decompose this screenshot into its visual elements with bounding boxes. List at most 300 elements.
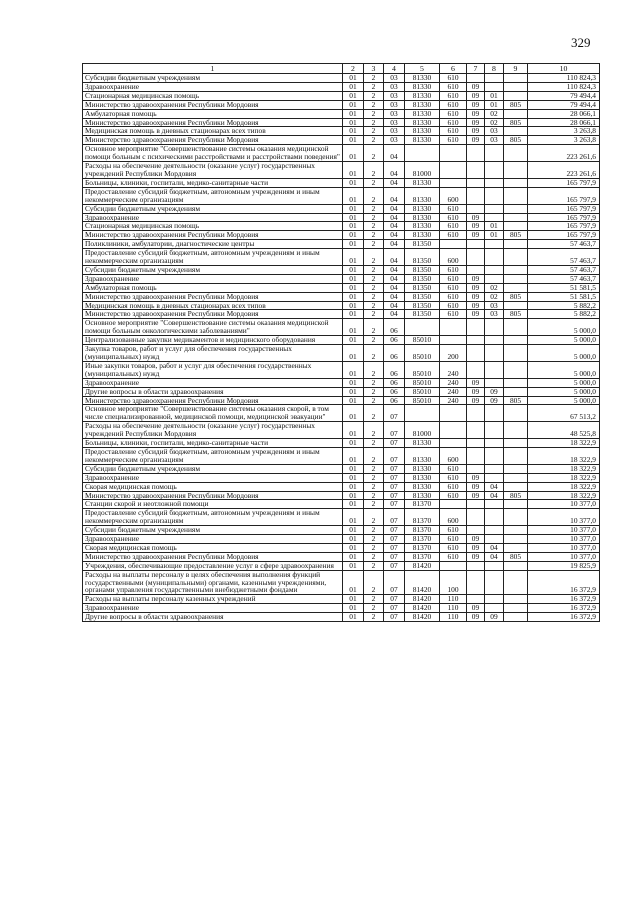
- code-target: 81350: [405, 301, 440, 310]
- code-target: 81330: [405, 464, 440, 473]
- row-name: Министерство здравоохранения Республики Мордовия: [83, 491, 343, 500]
- row-name: Министерство здравоохранения Республики Мордовия: [83, 100, 343, 109]
- row-name: Закупка товаров, работ и услуг для обеспечения государственных (муниципальных) нужд: [83, 345, 343, 362]
- code-expense-type: [440, 336, 467, 345]
- row-name: Министерство здравоохранения Республики Мордовия: [83, 310, 343, 319]
- code-section: 09: [467, 310, 485, 319]
- code-1: 01: [343, 222, 364, 231]
- code-1: 01: [343, 543, 364, 552]
- row-amount: 57 463,7: [528, 274, 600, 283]
- code-3: 06: [384, 319, 405, 336]
- code-target: [405, 145, 440, 162]
- code-section: [467, 500, 485, 509]
- table-row: [83, 178, 600, 187]
- code-subsection: [485, 422, 504, 439]
- code-1: 01: [343, 473, 364, 482]
- code-1: 01: [343, 231, 364, 240]
- row-name: Учреждения, обеспечивающие предоставление услуг в сфере здравоохранения: [83, 561, 343, 570]
- table-row: [83, 274, 600, 283]
- row-name: Министерство здравоохранения Республики Мордовия: [83, 118, 343, 127]
- code-expense-type: 610: [440, 74, 467, 83]
- code-target: 81370: [405, 526, 440, 535]
- table-row: [83, 345, 600, 362]
- code-1: 01: [343, 491, 364, 500]
- code-subsection: 09: [485, 387, 504, 396]
- code-ministry: [504, 204, 528, 213]
- code-expense-type: 100: [440, 570, 467, 595]
- code-expense-type: 110: [440, 595, 467, 604]
- code-subsection: [485, 447, 504, 464]
- code-1: 01: [343, 118, 364, 127]
- code-subsection: [485, 500, 504, 509]
- code-subsection: [485, 249, 504, 266]
- code-target: 81350: [405, 310, 440, 319]
- code-ministry: [504, 464, 528, 473]
- code-expense-type: [440, 561, 467, 570]
- code-2: 2: [364, 240, 384, 249]
- code-2: 2: [364, 543, 384, 552]
- row-amount: 5 000,0: [528, 336, 600, 345]
- table-row: [83, 473, 600, 482]
- code-3: 07: [384, 473, 405, 482]
- code-target: 81000: [405, 162, 440, 179]
- column-header: 9: [504, 64, 528, 74]
- code-target: 85010: [405, 378, 440, 387]
- code-ministry: [504, 378, 528, 387]
- code-2: 2: [364, 447, 384, 464]
- row-amount: 18 322,9: [528, 439, 600, 448]
- code-ministry: 805: [504, 310, 528, 319]
- code-section: [467, 422, 485, 439]
- row-name: Субсидии бюджетным учреждениям: [83, 204, 343, 213]
- code-section: [467, 249, 485, 266]
- code-3: 03: [384, 100, 405, 109]
- code-expense-type: 110: [440, 613, 467, 622]
- code-target: 81350: [405, 249, 440, 266]
- row-name: Другие вопросы в области здравоохранения: [83, 387, 343, 396]
- code-3: 03: [384, 118, 405, 127]
- code-subsection: [485, 145, 504, 162]
- row-amount: 10 377,0: [528, 543, 600, 552]
- code-subsection: 01: [485, 222, 504, 231]
- code-expense-type: 610: [440, 274, 467, 283]
- row-name: Субсидии бюджетным учреждениям: [83, 464, 343, 473]
- code-1: 01: [343, 361, 364, 378]
- code-section: 09: [467, 378, 485, 387]
- code-subsection: [485, 561, 504, 570]
- row-amount: 165 797,9: [528, 187, 600, 204]
- code-3: 07: [384, 613, 405, 622]
- code-section: [467, 204, 485, 213]
- code-target: 81330: [405, 74, 440, 83]
- code-target: 85010: [405, 345, 440, 362]
- code-1: 01: [343, 336, 364, 345]
- row-amount: 10 377,0: [528, 500, 600, 509]
- row-name: Министерство здравоохранения Республики Мордовия: [83, 231, 343, 240]
- row-amount: 51 581,5: [528, 292, 600, 301]
- code-expense-type: 600: [440, 187, 467, 204]
- table-row: [83, 74, 600, 83]
- code-expense-type: [440, 319, 467, 336]
- code-subsection: [485, 274, 504, 283]
- code-ministry: [504, 613, 528, 622]
- table-row: [83, 292, 600, 301]
- code-section: 09: [467, 283, 485, 292]
- row-amount: 3 263,8: [528, 136, 600, 145]
- table-row: [83, 361, 600, 378]
- code-2: 2: [364, 301, 384, 310]
- table-header-row: [83, 64, 600, 74]
- code-expense-type: 610: [440, 222, 467, 231]
- code-1: 01: [343, 310, 364, 319]
- code-2: 2: [364, 526, 384, 535]
- code-section: 09: [467, 292, 485, 301]
- code-2: 2: [364, 319, 384, 336]
- code-1: 01: [343, 561, 364, 570]
- code-3: 07: [384, 595, 405, 604]
- code-target: 85010: [405, 361, 440, 378]
- code-section: [467, 509, 485, 526]
- code-section: [467, 464, 485, 473]
- code-section: 09: [467, 213, 485, 222]
- code-2: 2: [364, 509, 384, 526]
- code-2: 2: [364, 204, 384, 213]
- code-subsection: [485, 526, 504, 535]
- code-3: 07: [384, 500, 405, 509]
- code-2: 2: [364, 482, 384, 491]
- code-target: 81370: [405, 535, 440, 544]
- code-3: 06: [384, 396, 405, 405]
- code-subsection: [485, 187, 504, 204]
- code-expense-type: 610: [440, 136, 467, 145]
- code-1: 01: [343, 535, 364, 544]
- code-expense-type: [440, 240, 467, 249]
- code-target: 81420: [405, 613, 440, 622]
- code-1: 01: [343, 509, 364, 526]
- code-section: 09: [467, 82, 485, 91]
- code-section: [467, 319, 485, 336]
- code-2: 2: [364, 361, 384, 378]
- code-subsection: [485, 319, 504, 336]
- code-expense-type: 610: [440, 204, 467, 213]
- row-name: Предоставление субсидий бюджетным, автономным учреждениям и иным некоммерческим организациям: [83, 249, 343, 266]
- code-2: 2: [364, 336, 384, 345]
- code-section: 09: [467, 231, 485, 240]
- code-expense-type: 610: [440, 109, 467, 118]
- code-expense-type: 600: [440, 249, 467, 266]
- code-expense-type: 610: [440, 292, 467, 301]
- code-1: 01: [343, 439, 364, 448]
- code-expense-type: 200: [440, 345, 467, 362]
- code-3: 04: [384, 204, 405, 213]
- code-1: 01: [343, 136, 364, 145]
- code-3: 03: [384, 74, 405, 83]
- code-ministry: [504, 526, 528, 535]
- row-amount: 48 525,8: [528, 422, 600, 439]
- code-3: 07: [384, 535, 405, 544]
- code-ministry: 805: [504, 552, 528, 561]
- row-amount: 165 797,9: [528, 204, 600, 213]
- code-3: 03: [384, 91, 405, 100]
- code-1: 01: [343, 265, 364, 274]
- row-amount: 16 372,9: [528, 595, 600, 604]
- code-3: 04: [384, 249, 405, 266]
- code-target: [405, 319, 440, 336]
- code-ministry: [504, 145, 528, 162]
- code-2: 2: [364, 464, 384, 473]
- code-3: 04: [384, 240, 405, 249]
- code-3: 04: [384, 145, 405, 162]
- table-row: [83, 422, 600, 439]
- row-amount: 10 377,0: [528, 526, 600, 535]
- code-2: 2: [364, 231, 384, 240]
- code-section: 09: [467, 491, 485, 500]
- code-1: 01: [343, 378, 364, 387]
- code-ministry: 805: [504, 292, 528, 301]
- code-1: 01: [343, 127, 364, 136]
- code-expense-type: [440, 145, 467, 162]
- code-ministry: [504, 274, 528, 283]
- row-amount: 5 000,0: [528, 319, 600, 336]
- row-name: Расходы на обеспечение деятельности (оказание услуг) государственных учреждений Республики Мордовия: [83, 422, 343, 439]
- code-subsection: [485, 361, 504, 378]
- code-3: 06: [384, 361, 405, 378]
- code-expense-type: [440, 422, 467, 439]
- code-3: 07: [384, 422, 405, 439]
- code-expense-type: 240: [440, 361, 467, 378]
- code-1: 01: [343, 387, 364, 396]
- table-row: [83, 109, 600, 118]
- code-ministry: 805: [504, 100, 528, 109]
- row-amount: 110 824,3: [528, 74, 600, 83]
- code-ministry: [504, 482, 528, 491]
- code-subsection: [485, 178, 504, 187]
- code-1: 01: [343, 526, 364, 535]
- row-name: Субсидии бюджетным учреждениям: [83, 265, 343, 274]
- code-2: 2: [364, 552, 384, 561]
- code-section: 09: [467, 91, 485, 100]
- row-name: Здравоохранение: [83, 274, 343, 283]
- code-target: 81330: [405, 178, 440, 187]
- code-subsection: 04: [485, 491, 504, 500]
- row-amount: 16 372,9: [528, 570, 600, 595]
- code-3: 04: [384, 310, 405, 319]
- code-1: 01: [343, 482, 364, 491]
- code-3: 04: [384, 213, 405, 222]
- code-1: 01: [343, 162, 364, 179]
- row-amount: 18 322,9: [528, 491, 600, 500]
- code-ministry: 805: [504, 136, 528, 145]
- code-target: 81330: [405, 213, 440, 222]
- code-subsection: 02: [485, 292, 504, 301]
- code-target: 81330: [405, 222, 440, 231]
- table-row: [83, 543, 600, 552]
- code-section: 09: [467, 535, 485, 544]
- code-subsection: 03: [485, 136, 504, 145]
- code-2: 2: [364, 570, 384, 595]
- code-3: 07: [384, 561, 405, 570]
- code-expense-type: 240: [440, 378, 467, 387]
- code-target: 81330: [405, 204, 440, 213]
- code-1: 01: [343, 100, 364, 109]
- row-name: Иные закупки товаров, работ и услуг для обеспечения государственных (муниципальных) нужд: [83, 361, 343, 378]
- code-ministry: [504, 265, 528, 274]
- code-2: 2: [364, 91, 384, 100]
- code-ministry: [504, 162, 528, 179]
- code-section: 09: [467, 543, 485, 552]
- table-row: [83, 387, 600, 396]
- code-ministry: [504, 509, 528, 526]
- code-section: 09: [467, 127, 485, 136]
- code-2: 2: [364, 187, 384, 204]
- row-amount: 18 322,9: [528, 464, 600, 473]
- code-ministry: [504, 361, 528, 378]
- row-amount: 79 494,4: [528, 91, 600, 100]
- code-expense-type: [440, 500, 467, 509]
- code-ministry: [504, 109, 528, 118]
- code-ministry: [504, 405, 528, 422]
- code-target: 81330: [405, 82, 440, 91]
- row-amount: 28 066,1: [528, 118, 600, 127]
- row-name: Здравоохранение: [83, 378, 343, 387]
- row-name: Больницы, клиники, госпитали, медико-санитарные части: [83, 439, 343, 448]
- table-row: [83, 509, 600, 526]
- row-name: Предоставление субсидий бюджетным, автономным учреждениям и иным некоммерческим организациям: [83, 187, 343, 204]
- row-amount: 165 797,9: [528, 231, 600, 240]
- code-expense-type: [440, 178, 467, 187]
- row-amount: 57 463,7: [528, 265, 600, 274]
- row-name: Поликлиники, амбулатории, диагностические центры: [83, 240, 343, 249]
- code-subsection: 04: [485, 543, 504, 552]
- column-header: 3: [364, 64, 384, 74]
- code-subsection: 03: [485, 301, 504, 310]
- code-2: 2: [364, 162, 384, 179]
- code-subsection: [485, 405, 504, 422]
- page-number: 329: [571, 35, 591, 50]
- code-3: 06: [384, 345, 405, 362]
- code-ministry: [504, 283, 528, 292]
- table-row: [83, 187, 600, 204]
- code-3: 04: [384, 187, 405, 204]
- code-1: 01: [343, 145, 364, 162]
- code-subsection: [485, 378, 504, 387]
- row-name: Скорая медицинская помощь: [83, 482, 343, 491]
- code-subsection: [485, 240, 504, 249]
- code-expense-type: 610: [440, 118, 467, 127]
- code-2: 2: [364, 378, 384, 387]
- row-amount: 57 463,7: [528, 240, 600, 249]
- code-3: 07: [384, 570, 405, 595]
- column-header: 10: [528, 64, 600, 74]
- code-1: 01: [343, 396, 364, 405]
- code-expense-type: 610: [440, 535, 467, 544]
- code-3: 03: [384, 136, 405, 145]
- row-amount: 223 261,6: [528, 162, 600, 179]
- row-amount: 5 000,0: [528, 396, 600, 405]
- code-expense-type: [440, 439, 467, 448]
- code-expense-type: [440, 162, 467, 179]
- code-subsection: 09: [485, 396, 504, 405]
- row-name: Расходы на обеспечение деятельности (оказание услуг) государственных учреждений Республики Мордовия: [83, 162, 343, 179]
- code-section: [467, 336, 485, 345]
- code-target: 85010: [405, 387, 440, 396]
- code-section: [467, 405, 485, 422]
- code-section: [467, 447, 485, 464]
- code-expense-type: 610: [440, 310, 467, 319]
- code-2: 2: [364, 595, 384, 604]
- row-name: Централизованные закупки медикаментов и медицинского оборудования: [83, 336, 343, 345]
- code-expense-type: 610: [440, 231, 467, 240]
- code-1: 01: [343, 187, 364, 204]
- code-subsection: 04: [485, 552, 504, 561]
- code-section: 09: [467, 473, 485, 482]
- row-name: Здравоохранение: [83, 535, 343, 544]
- code-2: 2: [364, 491, 384, 500]
- code-section: 09: [467, 274, 485, 283]
- code-section: 09: [467, 396, 485, 405]
- code-subsection: [485, 473, 504, 482]
- code-1: 01: [343, 240, 364, 249]
- code-ministry: 805: [504, 118, 528, 127]
- code-2: 2: [364, 500, 384, 509]
- code-3: 04: [384, 265, 405, 274]
- code-3: 04: [384, 178, 405, 187]
- code-target: 81350: [405, 283, 440, 292]
- row-name: Расходы на выплаты персоналу в целях обеспечения выполнения функций государственными (муниципальными) органами, казенными учреждениями, органами управления государственными внебюджетными фондами: [83, 570, 343, 595]
- code-target: 81330: [405, 127, 440, 136]
- code-section: [467, 187, 485, 204]
- code-ministry: [504, 543, 528, 552]
- row-name: Стационарная медицинская помощь: [83, 91, 343, 100]
- code-section: [467, 361, 485, 378]
- code-1: 01: [343, 91, 364, 100]
- row-name: Станции скорой и неотложной помощи: [83, 500, 343, 509]
- code-2: 2: [364, 82, 384, 91]
- code-ministry: [504, 604, 528, 613]
- code-expense-type: 610: [440, 552, 467, 561]
- code-expense-type: 610: [440, 301, 467, 310]
- code-expense-type: 610: [440, 82, 467, 91]
- code-target: 81330: [405, 447, 440, 464]
- row-amount: 5 000,0: [528, 345, 600, 362]
- code-section: 09: [467, 118, 485, 127]
- row-amount: 28 066,1: [528, 109, 600, 118]
- row-amount: 5 882,2: [528, 310, 600, 319]
- row-amount: 19 825,9: [528, 561, 600, 570]
- code-3: 03: [384, 82, 405, 91]
- row-name: Министерство здравоохранения Республики Мордовия: [83, 292, 343, 301]
- code-subsection: [485, 204, 504, 213]
- code-ministry: [504, 240, 528, 249]
- table-row: [83, 552, 600, 561]
- code-subsection: [485, 464, 504, 473]
- code-3: 04: [384, 283, 405, 292]
- code-2: 2: [364, 283, 384, 292]
- code-2: 2: [364, 118, 384, 127]
- code-subsection: [485, 345, 504, 362]
- table-row: [83, 283, 600, 292]
- code-target: 81370: [405, 543, 440, 552]
- code-1: 01: [343, 301, 364, 310]
- row-amount: 18 322,9: [528, 473, 600, 482]
- row-name: Амбулаторная помощь: [83, 283, 343, 292]
- code-3: 06: [384, 378, 405, 387]
- code-section: 09: [467, 387, 485, 396]
- code-section: 09: [467, 604, 485, 613]
- code-2: 2: [364, 249, 384, 266]
- code-2: 2: [364, 178, 384, 187]
- code-2: 2: [364, 310, 384, 319]
